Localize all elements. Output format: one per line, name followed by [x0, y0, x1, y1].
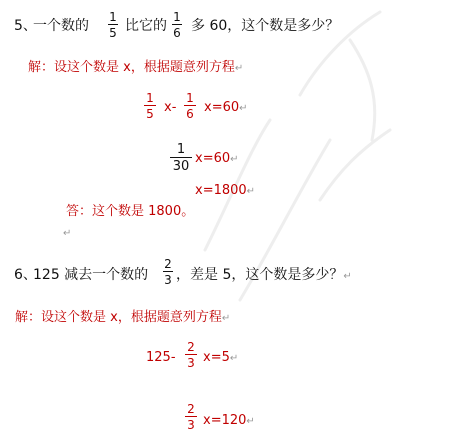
q5-eq2-fraction: 1 30 — [170, 143, 192, 173]
q6-eq2-end: x=120↵ — [203, 413, 255, 428]
q6-text-1: 125 减去一个数的 — [33, 267, 149, 283]
q6-solution-intro: 解：设这个数是 x，根据题意列方程↵ — [15, 310, 231, 325]
q5-text-2: 比它的 — [125, 18, 167, 34]
q5-text-1: 一个数的 — [33, 18, 89, 34]
q6-eq1-end: x=5↵ — [203, 350, 239, 365]
q5-fraction-a: 1 5 — [109, 10, 117, 40]
q6-text-2: ，差是 5，这个数是多少？↵ — [176, 267, 352, 283]
q5-text-3: 多 60，这个数是多少？ — [191, 18, 340, 34]
q6-eq1-fraction: 2 3 — [185, 341, 197, 369]
q6-eq2-fraction: 2 3 — [185, 403, 197, 431]
q5-eq2-end: x=60↵ — [195, 151, 239, 166]
q5-fraction-b: 1 6 — [173, 10, 181, 40]
q5-eq1-end: x=60↵ — [204, 100, 248, 115]
q5-eq1-fraction-a: 1 5 — [144, 92, 156, 120]
q5-eq1-fraction-b: 1 6 — [184, 92, 196, 120]
q5-number: 5、 — [14, 18, 37, 34]
q5-answer: 答：这个数是 1800。 — [66, 204, 195, 219]
q6-eq1-start: 125- — [146, 350, 176, 365]
q5-blank-line: ↵ — [63, 228, 72, 239]
q5-eq1-mid: x- — [164, 100, 177, 115]
q5-eq3: x=1800↵ — [195, 183, 256, 198]
q5-solution-intro: 解：设这个数是 x，根据题意列方程↵ — [28, 60, 244, 75]
q6-fraction: 2 3 — [164, 257, 172, 287]
q6-number: 6、 — [14, 267, 37, 283]
